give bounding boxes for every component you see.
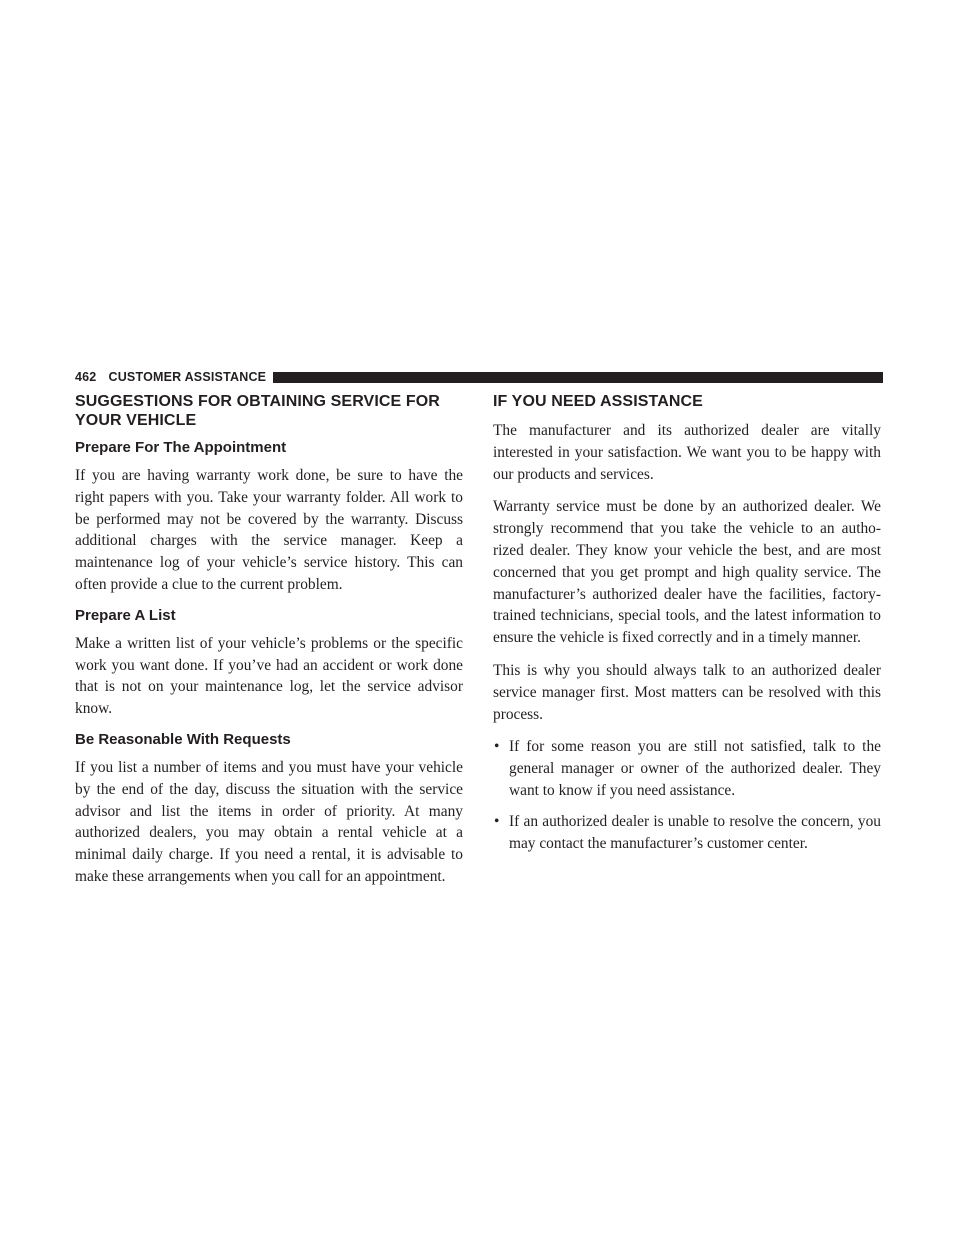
heading-need-assistance: IF YOU NEED ASSISTANCE [493, 393, 703, 410]
list-item-text: If for some reason you are still not satisfied, talk to the general manager or owner of the authorized dealer. They want to know if you need assistance. [509, 738, 881, 799]
subheading-reasonable-requests: Be Reasonable With Requests [75, 730, 291, 748]
assistance-list [493, 736, 881, 854]
subheading-prepare-appointment: Prepare For The Appointment [75, 439, 287, 456]
list-item-text: If an authorized dealer is unable to resolve the concern, you may contact the manufacturer’s customer center. [509, 812, 881, 852]
section-title: CUSTOMER ASSISTANCE [108, 370, 267, 384]
page-header [75, 369, 883, 385]
paragraph-warranty-service: Warranty service must be done by an authorized dealer. We strongly recommend that you take the vehicle to an autho-rized dealer. They know your vehicle the best, and are most concerned that you get prompt and high quality service. The manufacturer’s authorized dealer have the facilities, factory-trained technicians, special tools, and the latest information to ensure the vehicle is fixed correctly and in a timely manner. [493, 498, 881, 647]
subheading-prepare-list: Prepare A List [75, 606, 176, 624]
heading-obtaining-service: SUGGESTIONS FOR OBTAINING SERVICE FOR YOUR VEHICLE [75, 393, 440, 429]
paragraph-service-manager: This is why you should always talk to an authorized dealer service manager first. Most matters can be resolved with this process. [493, 661, 881, 723]
paragraph-prepare-list: Make a written list of your vehicle’s problems or the specific work you want done. If you’ve had an accident or work done that is not on your maintenance log, let the service advisor know. [75, 634, 463, 718]
paragraph-prepare-appointment: If you are having warranty work done, be sure to have the right papers with you. Take your warranty folder. All work to be performed may not be covered by the warranty. Discuss additional charges with the service manager. Keep a maintenance log of your vehicle’s service history. This can often provide a clue to the current problem. [75, 467, 463, 593]
right-column [493, 392, 881, 863]
paragraph-satisfaction: The manufacturer and its authorized dealer are vitally interested in your satisfaction. We want you to be happy with our products and services. [493, 422, 881, 483]
paragraph-reasonable-requests: If you list a number of items and you must have your vehicle by the end of the day, discuss the situation with the service advisor and list the items in order of priority. At many authorized dealers, you may obtain a rental vehicle at a minimal daily charge. If you need a rental, it is advisable to make these arrangements when you call for an appointment. [75, 758, 463, 885]
list-item [493, 811, 881, 855]
page-number: 462 [75, 370, 97, 384]
header-rule [273, 372, 883, 383]
left-column [75, 392, 463, 899]
bullet-icon: • [494, 738, 500, 756]
bullet-icon: • [494, 812, 500, 830]
list-item [493, 736, 881, 801]
